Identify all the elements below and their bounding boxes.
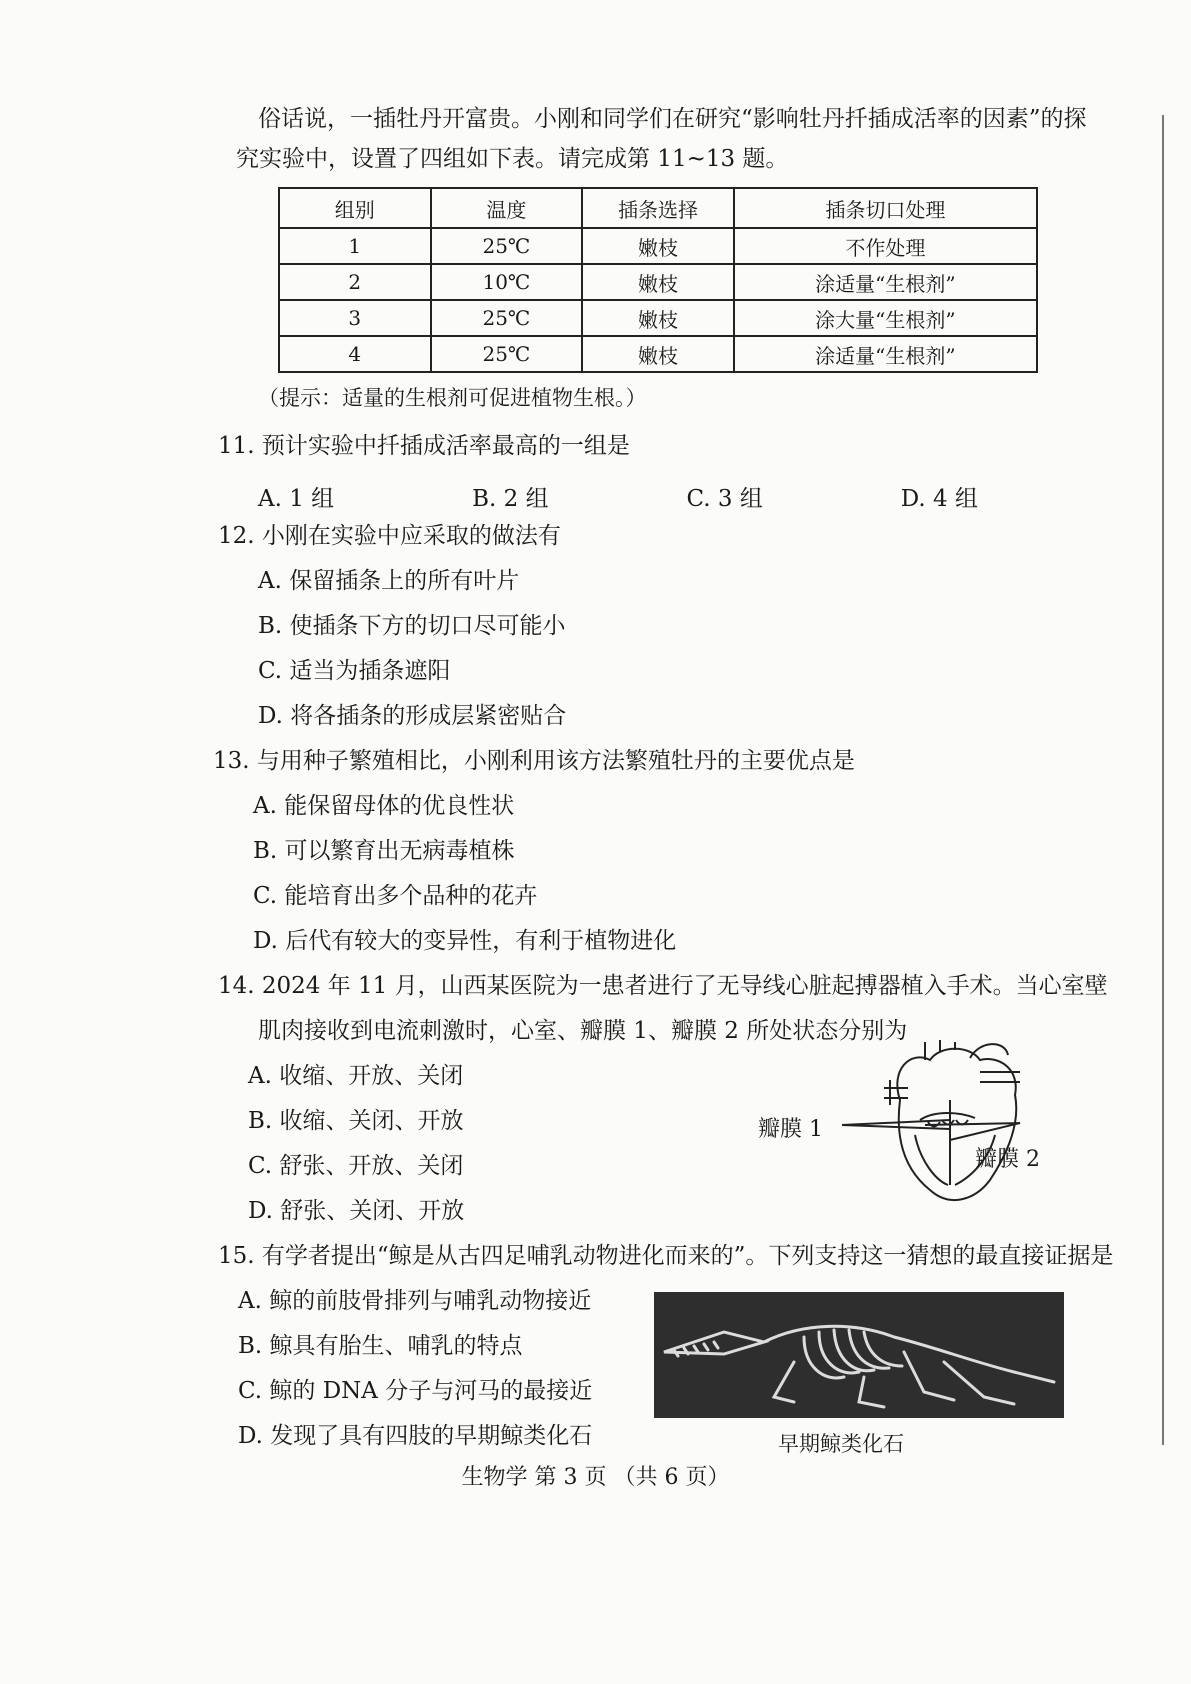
q13-option-a[interactable]: A. 能保留母体的优良性状 bbox=[253, 793, 515, 819]
q11-option-c[interactable]: C. 3 组 bbox=[686, 486, 763, 512]
q11-option-d[interactable]: D. 4 组 bbox=[900, 486, 978, 512]
q15-stem: 15. 有学者提出“鲸是从古四足哺乳动物进化而来的”。下列支持这一猜想的最直接证据是 bbox=[218, 1243, 1114, 1269]
q12-option-b[interactable]: B. 使插条下方的切口尽可能小 bbox=[258, 613, 566, 639]
cell: 2 bbox=[279, 264, 431, 300]
fossil-caption: 早期鲸类化石 bbox=[778, 1432, 904, 1456]
header-treatment: 插条切口处理 bbox=[734, 188, 1037, 228]
valve-2-label: 瓣膜 2 bbox=[975, 1147, 1040, 1172]
q12-option-c[interactable]: C. 适当为插条遮阳 bbox=[258, 658, 451, 684]
cell: 4 bbox=[279, 336, 431, 372]
q13-option-b[interactable]: B. 可以繁育出无病毒植株 bbox=[253, 838, 515, 864]
cell: 涂适量“生根剂” bbox=[734, 336, 1037, 372]
q11-option-a[interactable]: A. 1 组 bbox=[258, 486, 335, 512]
intro-line-2: 究实验中，设置了四组如下表。请完成第 11~13 题。 bbox=[236, 145, 789, 172]
hint-text: （提示：适量的生根剂可促进植物生根。） bbox=[258, 386, 647, 410]
q11-options bbox=[258, 480, 978, 513]
table-row bbox=[279, 264, 1037, 300]
table-row bbox=[279, 228, 1037, 264]
q14-option-b[interactable]: B. 收缩、关闭、开放 bbox=[248, 1108, 464, 1134]
table-header-row bbox=[279, 188, 1037, 228]
q15-option-b[interactable]: B. 鲸具有胎生、哺乳的特点 bbox=[238, 1333, 523, 1359]
q14-stem-line-2: 肌肉接收到电流刺激时，心室、瓣膜 1、瓣膜 2 所处状态分别为 bbox=[258, 1018, 908, 1044]
q12-option-d[interactable]: D. 将各插条的形成层紧密贴合 bbox=[258, 703, 567, 729]
q14-option-c[interactable]: C. 舒张、开放、关闭 bbox=[248, 1153, 464, 1179]
cell: 涂大量“生根剂” bbox=[734, 300, 1037, 336]
valve-1-label: 瓣膜 1 bbox=[758, 1117, 823, 1142]
cell: 不作处理 bbox=[734, 228, 1037, 264]
q15-option-d[interactable]: D. 发现了具有四肢的早期鲸类化石 bbox=[238, 1423, 593, 1449]
table-row bbox=[279, 336, 1037, 372]
q14-option-a[interactable]: A. 收缩、开放、关闭 bbox=[248, 1063, 464, 1089]
q13-option-d[interactable]: D. 后代有较大的变异性，有利于植物进化 bbox=[253, 928, 677, 954]
q15-option-a[interactable]: A. 鲸的前肢骨排列与哺乳动物接近 bbox=[238, 1288, 592, 1314]
cell: 25℃ bbox=[431, 228, 583, 264]
experiment-table bbox=[278, 187, 1038, 373]
q14-option-d[interactable]: D. 舒张、关闭、开放 bbox=[248, 1198, 465, 1224]
q11-option-b[interactable]: B. 2 组 bbox=[472, 486, 549, 512]
q12-option-a[interactable]: A. 保留插条上的所有叶片 bbox=[258, 568, 520, 594]
q11-stem: 11. 预计实验中扦插成活率最高的一组是 bbox=[218, 433, 630, 459]
cell: 涂适量“生根剂” bbox=[734, 264, 1037, 300]
intro-line-1: 俗话说，一插牡丹开富贵。小刚和同学们在研究“影响牡丹扦插成活率的因素”的探 bbox=[258, 106, 1087, 132]
margin-line bbox=[1162, 115, 1164, 1445]
cell: 10℃ bbox=[431, 264, 583, 300]
cell: 25℃ bbox=[431, 336, 583, 372]
header-temperature: 温度 bbox=[431, 188, 583, 228]
q14-stem-line-1: 14. 2024 年 11 月，山西某医院为一患者进行了无导线心脏起搏器植入手术。当心室壁 bbox=[218, 973, 1108, 999]
page-footer: 生物学 第 3 页 （共 6 页） bbox=[461, 1465, 730, 1490]
header-cutting: 插条选择 bbox=[582, 188, 734, 228]
cell: 25℃ bbox=[431, 300, 583, 336]
cell: 嫩枝 bbox=[582, 300, 734, 336]
header-group: 组别 bbox=[279, 188, 431, 228]
cell: 3 bbox=[279, 300, 431, 336]
whale-fossil-image bbox=[654, 1292, 1064, 1418]
cell: 嫩枝 bbox=[582, 228, 734, 264]
table-row bbox=[279, 300, 1037, 336]
cell: 嫩枝 bbox=[582, 264, 734, 300]
intro-paragraph bbox=[236, 100, 1087, 179]
q13-stem: 13. 与用种子繁殖相比，小刚利用该方法繁殖牡丹的主要优点是 bbox=[213, 748, 855, 774]
cell: 嫩枝 bbox=[582, 336, 734, 372]
q13-option-c[interactable]: C. 能培育出多个品种的花卉 bbox=[253, 883, 538, 909]
cell: 1 bbox=[279, 228, 431, 264]
q15-option-c[interactable]: C. 鲸的 DNA 分子与河马的最接近 bbox=[238, 1378, 593, 1404]
q12-stem: 12. 小刚在实验中应采取的做法有 bbox=[218, 523, 561, 549]
